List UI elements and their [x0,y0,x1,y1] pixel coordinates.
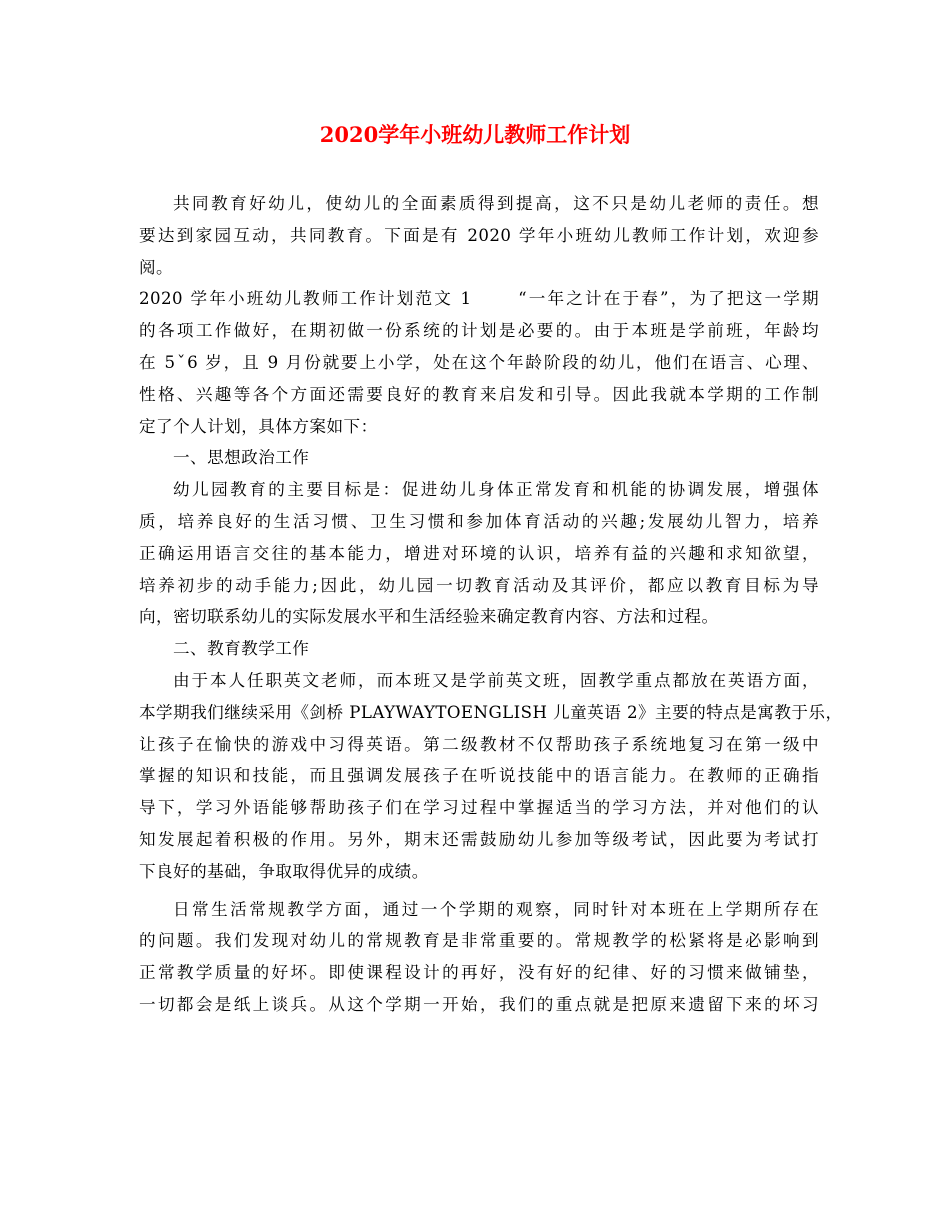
body-line: 正常教学质量的好坏。即使课程设计的再好，没有好的纪律、好的习惯来做铺垫， [139,963,819,983]
body-line: 培养初步的动手能力;因此，幼儿园一切教育活动及其评价，都应以教育目标为导 [139,575,819,595]
body-line: 要达到家园互动，共同教育。下面是有 2020 学年小班幼儿教师工作计划，欢迎参 [139,225,819,245]
body-line: 2020 学年小班幼儿教师工作计划范文 1 “一年之计在于春”，为了把这一学期 [139,289,819,309]
body-line: 一切都会是纸上谈兵。从这个学期一开始，我们的重点就是把原来遗留下来的坏习 [139,994,819,1014]
section-heading: 一、思想政治工作 [173,448,310,468]
body-line: 质，培养良好的生活习惯、卫生习惯和参加体育活动的兴趣;发展幼儿智力，培养 [139,511,819,531]
body-line: 日常生活常规教学方面，通过一个学期的观察，同时针对本班在上学期所存在 [173,899,819,919]
body-line: 幼儿园教育的主要目标是：促进幼儿身体正常发育和机能的协调发展，增强体 [173,480,819,500]
body-line: 定了个人计划，具体方案如下： [139,416,378,436]
body-line: 下良好的基础，争取取得优异的成绩。 [139,861,429,881]
body-line: 向，密切联系幼儿的实际发展水平和生活经验来确定教育内容、方法和过程。 [139,607,719,627]
body-line: 正确运用语言交往的基本能力，增进对环境的认识，培养有益的兴趣和求知欲望， [139,543,819,563]
body-line: 的各项工作做好，在期初做一份系统的计划是必要的。由于本班是学前班，年龄均 [139,321,819,341]
body-line: 让孩子在愉快的游戏中习得英语。第二级教材不仅帮助孩子系统地复习在第一级中 [139,734,819,754]
section-heading: 二、教育教学工作 [173,639,310,659]
body-line: 知发展起着积极的作用。另外，期末还需鼓励幼儿参加等级考试，因此要为考试打 [139,829,819,849]
document-body [139,188,843,1021]
body-line: 在 5ˇ6 岁，且 9 月份就要上小学，处在这个年龄阶段的幼儿，他们在语言、心理、 [139,352,819,372]
body-line: 由于本人任职英文老师，而本班又是学前英文班，固教学重点都放在英语方面， [173,670,819,690]
body-line: 本学期我们继续采用《剑桥 PLAYWAYTOENGLISH 儿童英语 2》主要的特点是寓教于乐， [139,702,843,722]
body-line: 共同教育好幼儿，使幼儿的全面素质得到提高，这不只是幼儿老师的责任。想 [173,194,819,213]
body-line: 的问题。我们发现对幼儿的常规教育是非常重要的。常规教学的松紧将是必影响到 [139,931,819,951]
body-line: 掌握的知识和技能，而且强调发展孩子在听说技能中的语言能力。在教师的正确指 [139,766,819,786]
document-title: 2020学年小班幼儿教师工作计划 [319,122,631,147]
body-line: 阅。 [139,257,174,277]
body-line: 性格、兴趣等各个方面还需要良好的教育来启发和引导。因此我就本学期的工作制 [139,384,819,404]
body-line: 导下，学习外语能够帮助孩子们在学习过程中掌握适当的学习方法，并对他们的认 [139,798,819,818]
